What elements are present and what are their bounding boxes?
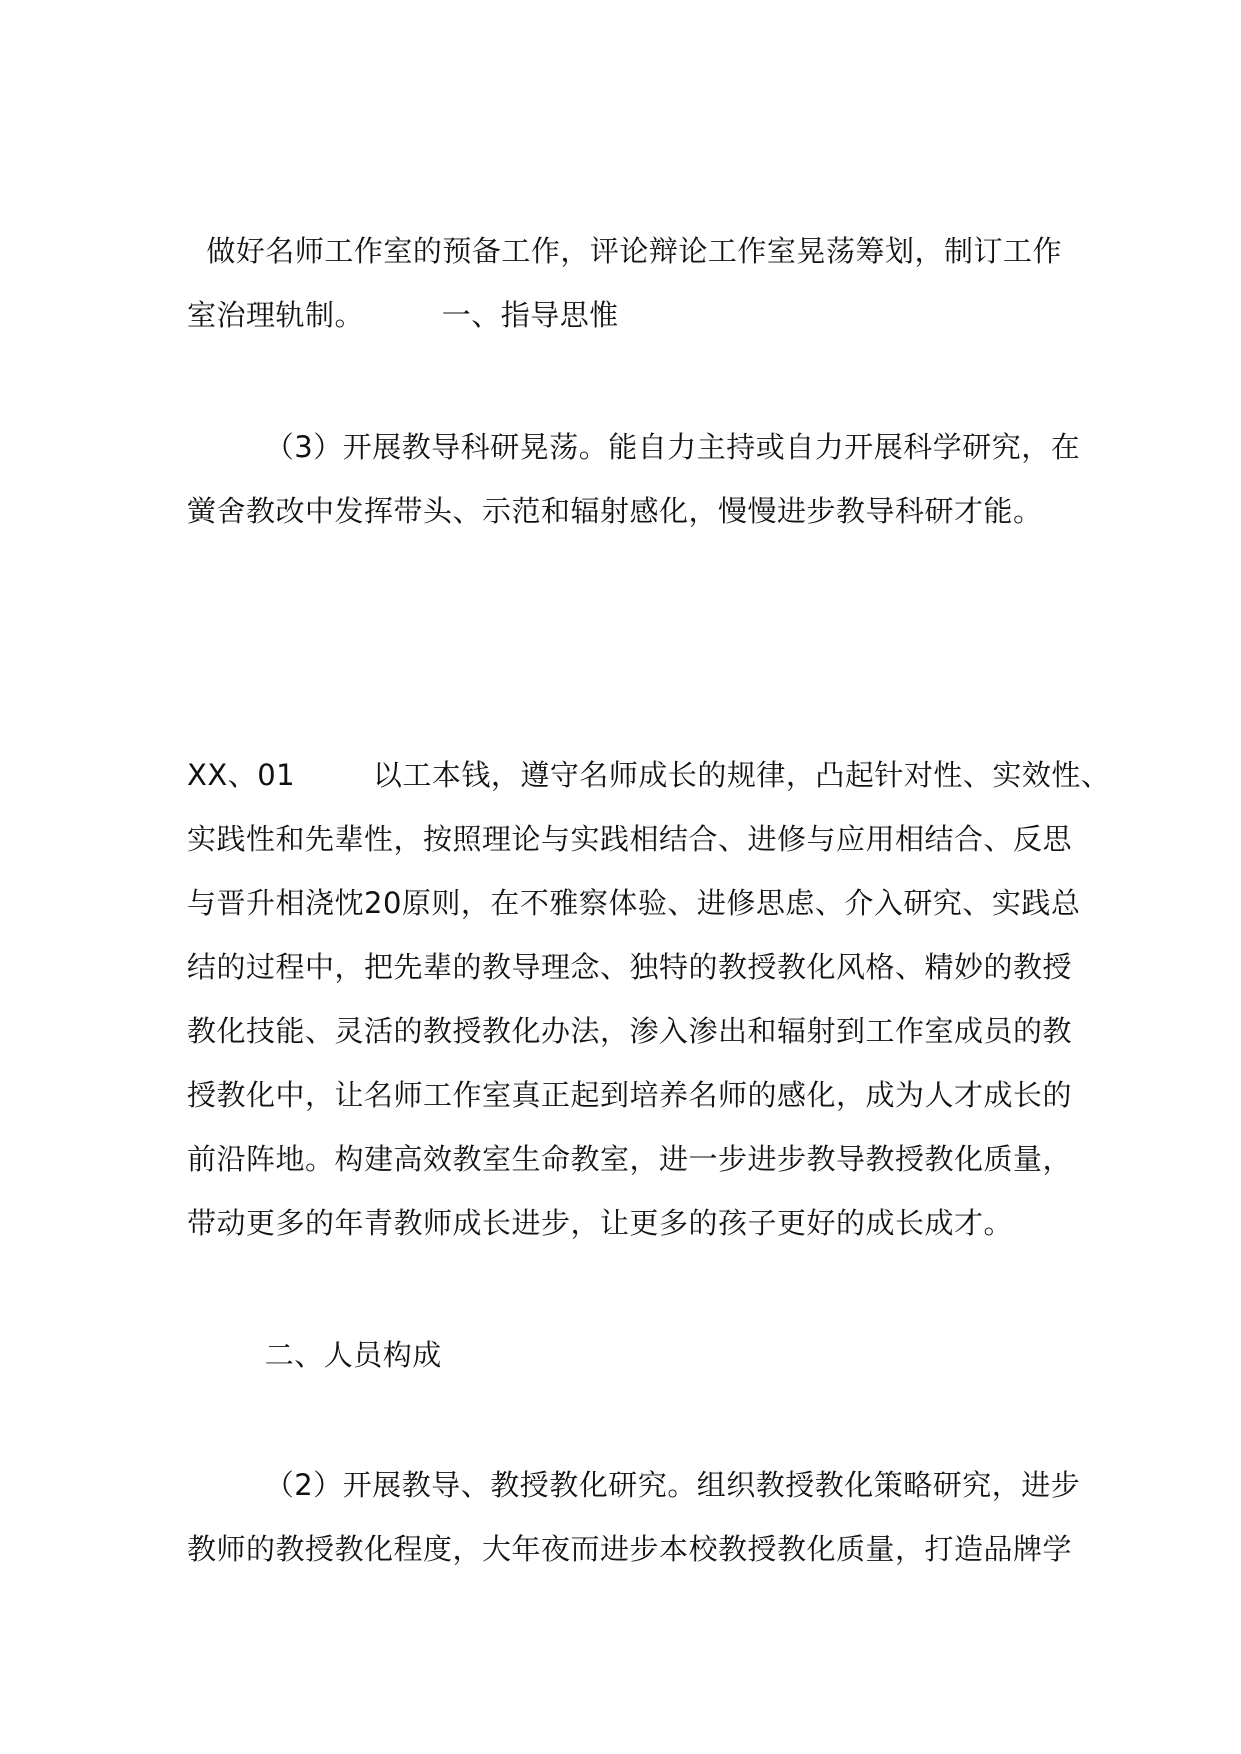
text-line: 实践性和先辈性，按照理论与实践相结合、进修与应用相结合、反思	[187, 822, 1073, 856]
text-line: （2）开展教导、教授教化研究。组织教授教化策略研究，进步	[187, 1468, 1081, 1502]
text-line: 教化技能、灵活的教授教化办法，渗入渗出和辐射到工作室成员的教	[187, 1014, 1073, 1048]
text-line: 带动更多的年青教师成长进步，让更多的孩子更好的成长成才。	[187, 1206, 1014, 1240]
section-heading: 二、人员构成	[187, 1338, 442, 1372]
text-line: 授教化中，让名师工作室真正起到培养名师的感化，成为人才成长的	[187, 1078, 1073, 1112]
text-line: 黉舍教改中发挥带头、示范和辐射感化，慢慢进步教导科研才能。	[187, 494, 1043, 528]
text-line: 做好名师工作室的预备工作，评论辩论工作室晃荡筹划，制订工作	[187, 234, 1062, 268]
text-line: 结的过程中，把先辈的教导理念、独特的教授教化风格、精妙的教授	[187, 950, 1073, 984]
text-line: XX、01 以工本钱，遵守名师成长的规律，凸起针对性、实效性、	[187, 758, 1111, 792]
text-line: 与晋升相浇忱20原则，在不雅察体验、进修思虑、介入研究、实践总	[187, 886, 1081, 920]
text-line: 教师的教授教化程度，大年夜而进步本校教授教化质量，打造品牌学	[187, 1532, 1073, 1566]
text-line: （3）开展教导科研晃荡。能自力主持或自力开展科学研究，在	[187, 430, 1081, 464]
text-line: 前沿阵地。构建高效教室生命教室，进一步进步教导教授教化质量，	[187, 1142, 1073, 1176]
text-line: 室治理轨制。 一、指导思惟	[187, 298, 619, 332]
